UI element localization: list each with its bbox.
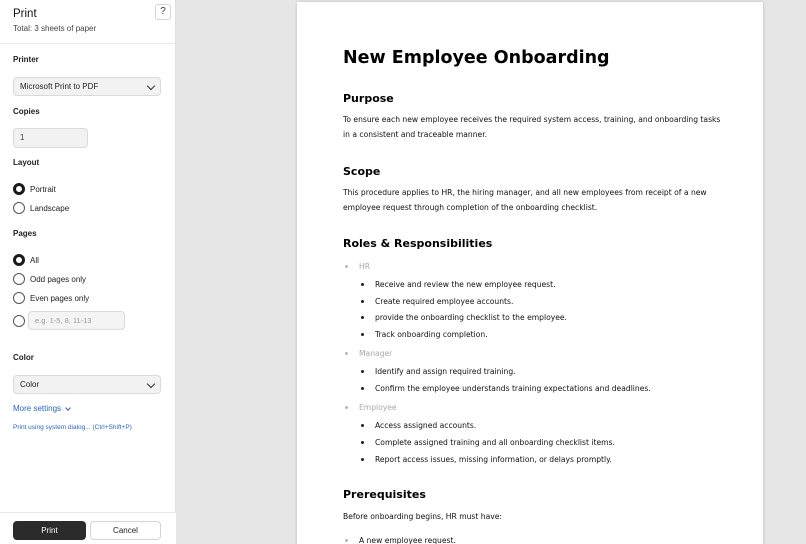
scope-heading: Scope: [343, 165, 381, 178]
prerequisites-heading: Prerequisites: [343, 488, 426, 501]
list-item: Track onboarding completion.: [375, 330, 488, 339]
print-title: Print: [13, 8, 37, 20]
list-item: A new employee request.: [359, 536, 456, 544]
radio-unchecked-icon[interactable]: [13, 292, 25, 304]
panel-footer: [0, 512, 176, 544]
list-item: Receive and review the new employee request.: [375, 280, 556, 289]
scope-text: This procedure applies to HR, the hiring manager, and all new employees from receipt of a new employee request through completion of the onboarding checklist.: [343, 188, 707, 212]
printer-label: Printer: [13, 55, 39, 64]
page-range-input[interactable]: e.g. 1-5, 8, 11-13: [28, 311, 125, 330]
list-item: Report access issues, missing information, or delays promptly.: [375, 455, 612, 464]
preview-page: [297, 2, 763, 544]
more-settings-label: More settings: [13, 404, 62, 413]
layout-label: Layout: [13, 158, 40, 167]
pages-all-label: All: [30, 255, 39, 265]
role-hr: HR: [359, 262, 370, 271]
list-item: Complete assigned training and all onboarding checklist items.: [375, 438, 615, 447]
pages-odd-label: Odd pages only: [30, 274, 87, 284]
pages-even-label: Even pages only: [30, 293, 90, 303]
role-manager: Manager: [359, 349, 393, 358]
more-settings-link[interactable]: [13, 404, 70, 413]
radio-checked-icon[interactable]: [13, 183, 25, 195]
print-preview-area[interactable]: [177, 0, 806, 544]
list-item: Access assigned accounts.: [375, 421, 477, 430]
printer-select[interactable]: [13, 77, 161, 96]
panel-header: [0, 0, 176, 44]
purpose-text: To ensure each new employee receives the required system access, training, and onboarding tasks in a consistent and traceable manner.: [343, 115, 721, 139]
help-button[interactable]: ?: [155, 4, 171, 20]
copies-input[interactable]: 1: [13, 128, 88, 148]
radio-unchecked-icon[interactable]: [13, 273, 25, 285]
roles-heading: Roles & Responsibilities: [343, 237, 493, 250]
list-item: provide the onboarding checklist to the employee.: [375, 313, 567, 322]
sheet-count: Total: 3 sheets of paper: [13, 24, 97, 33]
pages-even-option[interactable]: [13, 291, 89, 305]
list-item: Confirm the employee understands training expectations and deadlines.: [375, 384, 651, 393]
chevron-down-icon: [65, 405, 71, 411]
purpose-heading: Purpose: [343, 92, 394, 105]
layout-landscape-label: Landscape: [30, 203, 70, 213]
cancel-button[interactable]: Cancel: [90, 521, 161, 540]
layout-landscape-option[interactable]: [13, 201, 69, 215]
prerequisites-text: Before onboarding begins, HR must have:: [343, 512, 502, 521]
layout-portrait-label: Portrait: [30, 184, 56, 194]
print-button[interactable]: Print: [13, 521, 86, 540]
copies-label: Copies: [13, 107, 40, 116]
printer-value: Microsoft Print to PDF: [20, 82, 99, 91]
system-dialog-link[interactable]: Print using system dialog... (Ctrl+Shift+P): [13, 424, 132, 431]
color-value: Color: [20, 380, 40, 389]
color-select[interactable]: [13, 375, 161, 394]
role-employee: Employee: [359, 403, 397, 412]
list-item: Create required employee accounts.: [375, 297, 514, 306]
pages-odd-option[interactable]: [13, 272, 86, 286]
layout-portrait-option[interactable]: [13, 182, 56, 196]
pages-custom-option[interactable]: [13, 314, 25, 328]
chevron-down-icon: [147, 82, 155, 90]
radio-checked-icon[interactable]: [13, 254, 25, 266]
pages-all-option[interactable]: [13, 253, 39, 267]
pages-label: Pages: [13, 229, 37, 238]
print-settings-panel: [0, 0, 176, 544]
chevron-down-icon: [147, 380, 155, 388]
radio-unchecked-icon[interactable]: [13, 202, 25, 214]
document-title: New Employee Onboarding: [343, 48, 610, 68]
radio-unchecked-icon[interactable]: [13, 315, 25, 327]
list-item: Identify and assign required training.: [375, 367, 516, 376]
color-label: Color: [13, 353, 34, 362]
